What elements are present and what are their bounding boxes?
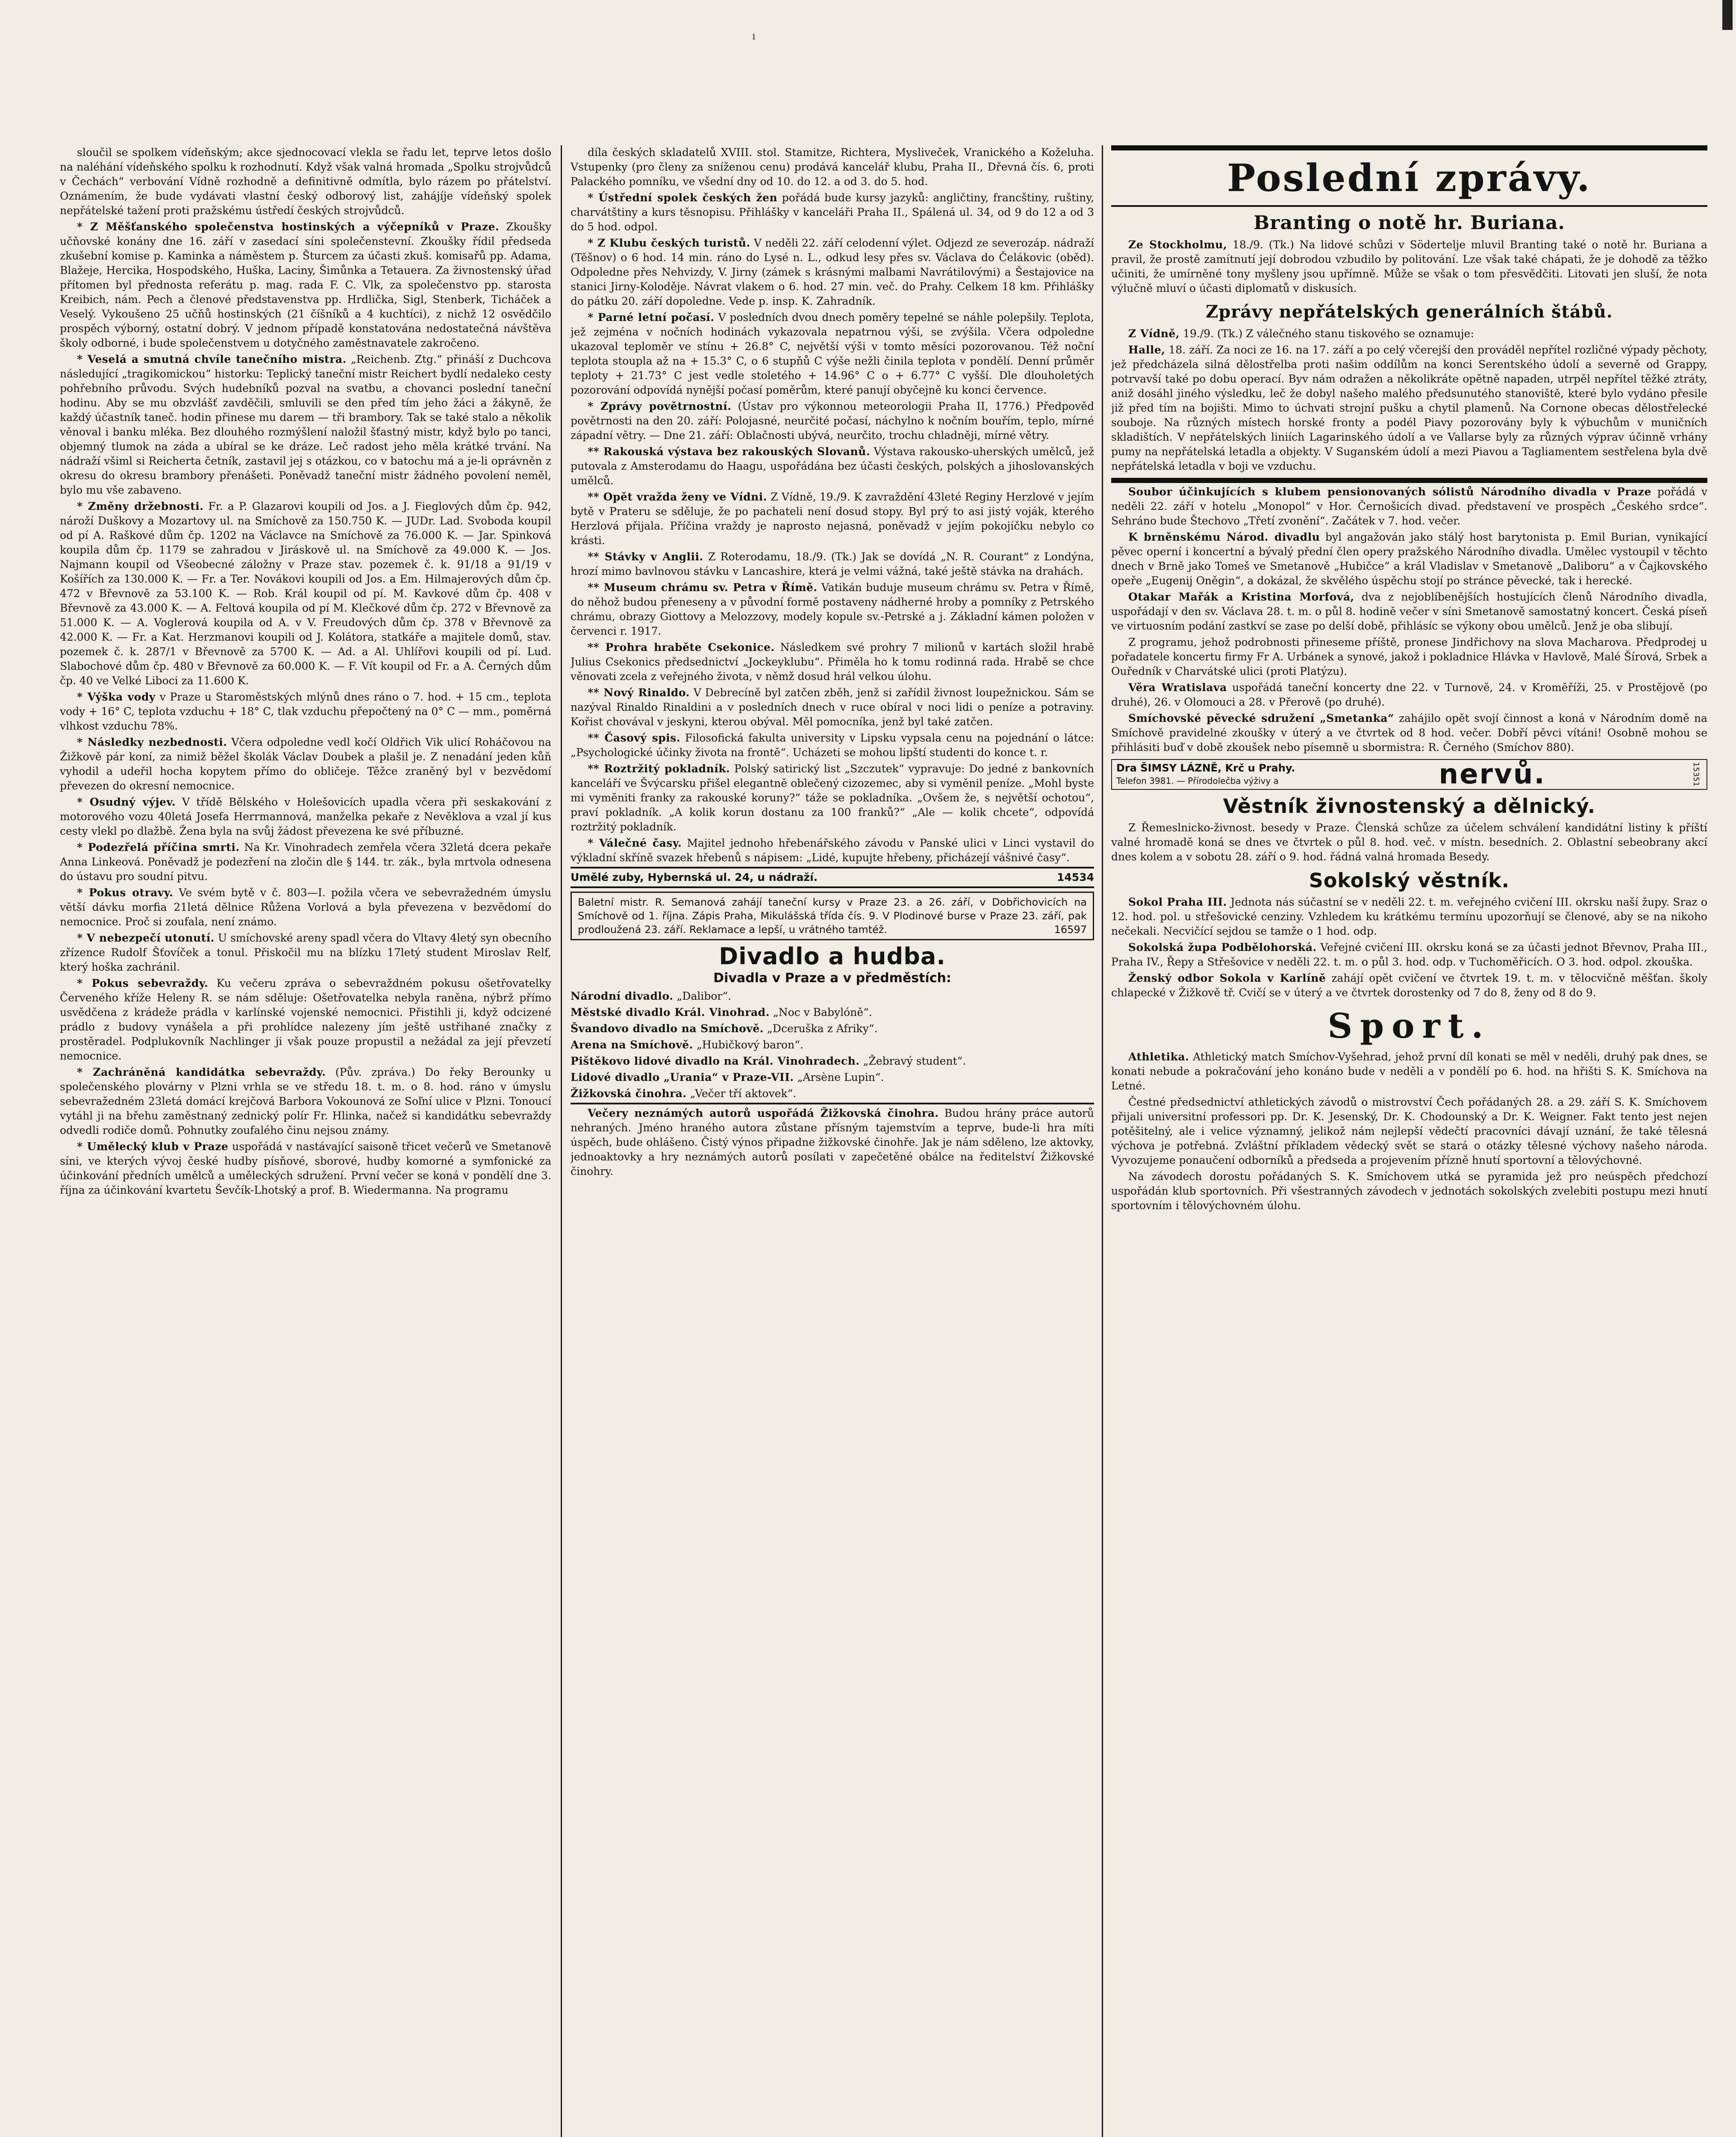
item-head: Sokol Praha III. xyxy=(1128,896,1227,908)
news-item-head: ** Rakouská výstava bez rakouských Slovanů. xyxy=(588,445,871,458)
news-item xyxy=(60,840,551,884)
paragraph-text: Jednota nás súčastní se v neděli 22. t. m. veřejného cvičení III. okrsku naší župy. Sraz o 12. hod. pol. u střešovické cenziny. Vzhledem ku krátkému termínu upozorňují se členové, aby se na nikoho nečekali. Necvičící sejdou se tamže o 1 hod. odp. xyxy=(1111,896,1707,937)
ad-dentures-text: Umělé zuby, Hybernská ul. 24, u nádraží. xyxy=(571,871,818,883)
news-item-text: V třídě Bělského v Holešovicích upadla včera při seskakování z motorového vozu 40letá Josefa Herrmannová, manželka pekaře z Nevěklova a vzal jí kus cesty vlekl po dlažbě. Žena byla na svůj žádost převezena ke své příbuzné. xyxy=(60,796,551,837)
ad-spa-code: 15351 xyxy=(1692,762,1701,787)
ad-dentures-code: 14534 xyxy=(1057,871,1094,883)
news-item xyxy=(60,976,551,1063)
column-2-news xyxy=(571,145,1094,865)
edge-mark-top xyxy=(1722,0,1733,30)
paragraph-text: 19./9. (Tk.) Z válečného stanu tiskového se oznamuje: xyxy=(1183,327,1474,340)
staff-reports-headline: Zprávy nepřátelských generálních štábů. xyxy=(1206,302,1613,322)
news-item xyxy=(60,886,551,929)
news-item xyxy=(60,795,551,839)
theatre-listing xyxy=(571,1021,1094,1036)
news-item-head: * Výška vody xyxy=(77,691,156,703)
news-item-head: * Umělecký klub v Praze xyxy=(77,1140,229,1153)
news-item-text: Ku večeru zpráva o sebevraždném pokusu ošetřovatelky Červeného kříže Heleny R. se nám sděluje: Ošetřovatelka nebyla raněna, nýbrž přímo usvědčena z krádeže prádla v karlínské vojenské nemocnici. Přistihli ji, když odcizené prádlo z budovy vynášela a při prohlídce nalezeny jím ještě ustřihané značky z prostěradel. Podplukovník Nachlinger ji však pouze propustil a nežádal za její převzetí nemocnice. xyxy=(60,977,551,1062)
theatre-play: „Arsène Lupin“. xyxy=(797,1071,884,1083)
paragraph-text: Athletický match Smíchov-Vyšehrad, jehož první díl konati se měl v neděli, druhý pak dnes, se konati nebude a pokračování jeho konáno bude v neděli a v pondělí po 6. hod. na hřišti S. K. Smíchova na Letné. xyxy=(1111,1051,1707,1092)
news-item-head: * Válečné časy. xyxy=(588,837,682,849)
theatre-play: „Dceruška z Afriky“. xyxy=(767,1022,878,1035)
column-1 xyxy=(60,145,551,2137)
ad-dance-courses xyxy=(571,892,1094,940)
column-3 xyxy=(1111,145,1707,2137)
theatre-listing xyxy=(571,989,1094,1004)
theatre-venue: Švandovo divadlo na Smíchově. xyxy=(571,1022,764,1035)
item-head: Otakar Mařák a Kristina Morfová, xyxy=(1128,591,1354,603)
news-item xyxy=(60,220,551,350)
ad-spa-big-word: nervů. xyxy=(1439,759,1546,790)
page-stamp: ı xyxy=(752,30,756,42)
news-item-head: * Z Měšťanského společenstva hostinských a výčepníků v Praze. xyxy=(77,221,500,233)
paragraph-text: pořádá v neděli 22. září v hotelu „Monopol“ v Hor. Černošicích divad. představení ve prospěch „Českého srdce“. Sehráno bude Štechovo „Třetí zvonění“. Začátek v 7. hod. večer. xyxy=(1111,486,1707,527)
news-item-text: U smíchovské areny spadl včera do Vltavy 4letý syn obecního zřízence Rudolf Šťovíček a tonul. Přiskočil mu na blízku 17letý student Miroslav Relf, který hoška zachránil. xyxy=(60,932,551,973)
theatre-play: „Noc v Babylóně“. xyxy=(773,1006,872,1018)
news-item-head: ** Roztržitý pokladník. xyxy=(588,762,730,775)
news-item-text: Filosofická fakulta university v Lipsku vypsala cenu na pojednání o látce: „Psychologické účinky života na frontě“. Ucházeti se mohou lipští studenti do konce t. r. xyxy=(571,732,1094,759)
item-head: Věra Wratislava xyxy=(1128,681,1227,694)
news-item xyxy=(571,731,1094,760)
news-item-text: Zkoušky učňovské konány dne 16. září v zasedací síni společenstevní. Zkoušky řídil předseda zkušební komise p. Kaminka a náměstem p. Šturcem za účasti zkuš. komisařů pp. Adama, Blažeje, Hercika, Hospodského, Huška, Laciny, Šimůnka a Tetauera. Za živnostenský úřad přítomen byl přednosta referátu p. mag. rada F. C. Vlk, za společenstvo pp. starosta Kreibich, nám. Pech a členové představenstva pp. Hrdlička, Sigl, Stenberk, Ticháček a Veselý. Vykoušeno 25 učňů hostinských (21 číšníků a 4 kuchtíci), z nichž 12 osvědčilo prospěch výborný, ostatní dobrý. V jednom případě konstatována nedostatečná návštěva školy odborné, i bude společenstvem u dotyčného zaměstnavatele zakročeno. xyxy=(60,221,551,349)
theatre-heading: Divadlo a hudba. xyxy=(719,943,946,970)
news-item-text: pořádá bude kursy jazyků: angličtiny, francštiny, ruštiny, charvátštiny a kurs těsnopisu. Přihlášky v kanceláři Praha II., Spálená ul. 34, od 9 do 12 a od 3 do 5 hod. odpol. xyxy=(571,191,1094,233)
ensemble-text xyxy=(1111,485,1707,528)
item-head: Soubor účinkujících s klubem pensionovaných sólistů Národního divadla v Praze xyxy=(1128,486,1651,498)
news-item-head: * Následky nezbednosti. xyxy=(77,736,227,748)
halle-text xyxy=(1111,343,1707,474)
latest-news-title: Poslední zprávy. xyxy=(1227,156,1592,200)
ad-dentures xyxy=(571,870,1094,885)
news-item-head: * Zprávy povětrnostní. xyxy=(588,400,732,412)
theatre-listing xyxy=(571,1005,1094,1020)
divider-bar xyxy=(1111,478,1707,483)
item-head: Athletika. xyxy=(1128,1051,1189,1063)
news-item-text: Z Vídně, 19./9. K zavraždění 43leté Reginy Herzlové v jejím bytě v Prateru se sděluje, že po pachateli není dosud stopy. Byl prý to asi jistý voják, kterého Herzlová přijala. Příčina vraždy je naprosto nejasná, poněvadž v jejím pokojíčku nebylo co krásti. xyxy=(571,491,1094,547)
news-item-text: Vatikán buduje museum chrámu sv. Petra v Římě, do něhož budou přeneseny a v původní formě postaveny nádherné hroby a pomníky z Petrského chrámu, obrazy Giottovy a Melozzovy, modely kopule sv.-Petrské a j. Základní kámen položen v červenci r. 1917. xyxy=(571,581,1094,637)
news-item-head: ** Museum chrámu sv. Petra v Římě. xyxy=(588,581,818,594)
news-item-head: * V nebezpečí utonutí. xyxy=(77,932,215,944)
news-item-text: Fr. a P. Glazarovi koupili od Jos. a J. Fieglových dům čp. 942, nároží Duškovy a Mozartovy ul. na Smíchově za 150.750 K. — JUDr. Lad. Svoboda koupil od pí A. Raškové dům čp. 1202 na Václavce na Smíchově za 76.000 K. — Jar. Spinková koupila dům čp. 1179 se zahradou v Jiráskově ul. na Smíchově za 49.000 K. — Jos. Najmann koupil od Všeobecné záložny v Praze stav. pozemek č. k. 91/18 a 91/19 v Košířích za 130.000 K. — Fr. a Ter. Novákovi koupili od Jos. a Em. Hilmajerových dům čp. 472 v Břevnově za 53.100 K. — Rob. Král koupil od pí. M. Kavkové dům čp. 408 v Břevnově za 43.000 K. — A. Feltová koupila od pí M. Klečkové dům čp. 272 v Břevnově za 51.000 K. — A. Voglerová koupila od A. v V. Freudových dům čp. 378 v Břevnově za 42.000 K. — Fr. a Kat. Herzmanovi koupili od J. Kolátora, statkáře a majitele domů, stav. pozemek č. k. 287/1 v Břevnově za 5700 K. — Ad. a Al. Uhlířovi koupili od pí. Lud. Slabochové dům čp. 480 v Břevnově za 60.000 K. — F. Vít koupil od Fr. a A. Černých dům čp. 40 ve Velké Liboci za 11.600 K. xyxy=(60,500,551,687)
item-head: Smíchovské pěvecké sdružení „Smetanka“ xyxy=(1128,712,1395,724)
theatre-venue: Národní divadlo. xyxy=(571,990,674,1002)
news-item xyxy=(571,236,1094,309)
news-item xyxy=(571,640,1094,684)
news-item-head: ** Nový Rinaldo. xyxy=(588,686,690,699)
news-item-head: ** Opět vražda ženy ve Vídni. xyxy=(588,491,767,503)
dateline: Z Vídně, xyxy=(1128,327,1180,340)
news-item xyxy=(60,931,551,974)
athletics-youth-text: Na závodech dorostu pořádaných S. K. Smíchovem utká se pyramida jež pro neúspěch předchozí uspořádán klub sportovních. Při všestranných závodech v jednotách sokolských zvelebiti postupu mezi hnutí sportovním i tělovýchovném úlohu. xyxy=(1111,1170,1707,1212)
news-item xyxy=(60,352,551,497)
news-item-head: * Parné letní počasí. xyxy=(588,311,715,324)
news-item-head: ** Stávky v Anglii. xyxy=(588,550,703,563)
sokol-bulletin-title: Sokolský věstník. xyxy=(1309,869,1510,892)
theatre-venue: Arena na Smíchově. xyxy=(571,1039,693,1051)
news-item xyxy=(571,490,1094,548)
theatre-note xyxy=(571,1106,1094,1179)
athletics-honor-text: Čestné předsednictví athletických závodů o mistrovství Čech pořádaných 28. a 29. září S. K. Smíchovem přijali universitní professori pp. Dr. K. Jesenský, Dr. K. Chodounský a Dr. K. Weigner. Fakt tento jest nejen potěšitelný, ale i velice významný, jelikož nám nejlepší vědečtí pracovníci dávají uznání, že také tělesná výchova je potřebná. Zvláštní příkladem vědecký svět se stará o otázky tělesné výchovy našeho národa. Vyvozujeme ponaučení odborníků a předseda a projevením přízně hnutí sportovní a tělovýchovné. xyxy=(1111,1096,1707,1166)
dateline: Ze Stockholmu, xyxy=(1128,238,1227,251)
news-item-text: Následkem své prohry 7 milionů v kartách složil hrabě Julius Csekonics předsednictví „Jockeyklubu“. Přiměla ho k tomu rodinná rada. Hrabě se chce věnovati zcela z veřejného života, v němž dosud hrál velkou úlohu. xyxy=(571,641,1094,683)
news-item xyxy=(60,499,551,688)
paragraph-text: Veřejné cvičení III. okrsku koná se za účasti jednot Břevnov, Praha III., Praha IV., Řepy a Střešovice v neděli 22. t. m. o půl 3. hod. odp. v Tuchoměřicích. O 3. hod. odpol. zkouška. xyxy=(1111,941,1707,968)
program-text: Z programu, jehož podrobnosti přineseme příště, pronese Jindřichovy na slova Macharova. Předprodej u pořadatele koncertu firmy Fr A. Urbánek a synové, jakož i pokladnice Hlávka v Havlově, Malé Šírová, Srbek a Ouředník v Charvátské ulici (proti Platýzu). xyxy=(1111,636,1707,677)
news-item-text: Ve svém bytě v č. 803—I. požila včera ve sebevražedném úmyslu větší dávku morfia 21letá dělnice Růžena Vorlová a byla převezena v bezvědomí do nemocnice. Proč si zoufala, není známo. xyxy=(60,886,551,928)
column-rule-2 xyxy=(1102,145,1103,2137)
theatre-note-text: Budou hrány práce autorů nehraných. Jméno hraného autora zůstane přísným tajemstvím a teprve, bude-li hra míti úspěch, bude ohlášeno. Čistý výnos připadne žižkovské činohře. Jak je nám sděleno, lze aktovky, jednoaktovky a hry neznámých autorů posílati v zapečetěné obálce na ředitelství Žižkovské činohry. xyxy=(571,1107,1094,1177)
news-item-head: * Z Klubu českých turistů. xyxy=(588,237,750,249)
news-item-text: v Praze u Staroměstských mlýnů dnes ráno o 7. hod. + 15 cm., teplota vody + 16° C, teplota vzduchu + 18° C, tlak vzduchu přepočtený na 0° C — mm., poměrná vlhkost vzduchu 78%. xyxy=(60,691,551,732)
news-item-text: Polský satirický list „Szczutek“ vypravuje: Do jedné z bankovních kanceláří ve Švýcarsku přišel elegantně oblečený cizozemec, aby si vyměnil peníze. „Mohl byste mi vyměniti franky za rakouské koruny?“ táže se pokladníka. „Ovšem že, s největší ochotou“, praví pokladník. „A kolik korun dostanu za 100 franků?“ „Ale — kolik chcete“, odpovídá roztržitý pokladník. xyxy=(571,762,1094,833)
news-item xyxy=(571,762,1094,834)
sport-title: Sport. xyxy=(1327,1006,1491,1046)
paragraph-text: dva z nejoblíbenějších hostujících členů Národního divadla, uspořádají v den sv. Václava 28. t. m. o půl 8. hodině večer v síni Smetanově samostatný koncert. Česká píseň ve virtuosním podání zastkví se zase po delší době, přihlásíc se výkony obou umělců. Jenž je oba slibují. xyxy=(1111,591,1707,632)
news-item xyxy=(571,836,1094,865)
news-item-head: ** Časový spis. xyxy=(588,732,680,744)
news-item xyxy=(60,1065,551,1138)
news-item xyxy=(571,399,1094,443)
theatre-venue: Žižkovská činohra. xyxy=(571,1087,687,1100)
paragraph-text: zahájilo opět svojí činnost a koná v Národním domě na Smíchově pravidelné zkoušky v úterý a ve čtvrtek od 8 hod. večer. Dobří pěvci vítáni! Osobně mohou se přihlásiti buď v době zkoušek nebo písemně u sbormistra: R. Černého (Smíchov 880). xyxy=(1111,712,1707,754)
theatre-venue: Městské divadlo Král. Vinohrad. xyxy=(571,1006,770,1018)
news-item xyxy=(60,735,551,793)
divider xyxy=(571,867,1094,868)
news-item-text: Majitel jednoho hřebenářského závodu v Panské ulici v Linci vystavil do výkladní skříně svazek hřebenů s nápisem: „Lidé, kupujte hřebeny, přicházejí vášnivé časy“. xyxy=(571,837,1094,864)
news-item-text: Z Roterodamu, 18./9. (Tk.) Jak se dovídá „N. R. Courant“ z Londýna, hrozí mimo bavlnovou stávku v Lancashire, která je velmi vážná, také ještě stávka na drahách. xyxy=(571,550,1094,577)
theatre-play: „Dalibor“. xyxy=(677,990,731,1002)
news-item-text: V Debrecíně byl zatčen zběh, jenž si zařídil živnost loupežnickou. Sám se nazýval Rinaldo Rinaldini a v posledních dnech v ruce obíral v noci lidi o peníze a potraviny. Kořist chovával v jeskyni, kterou obýval. Měl pomocníka, jenž byl také zatčen. xyxy=(571,686,1094,728)
news-item-text: (Pův. zpráva.) Do řeky Berounky u společenského plovárny v Plzni vrhla se ve středu 18. t. m. o 8. hod. ráno v úmyslu sebevražedném 23letá domácí krejčová Barbora Vokounová ze Soľní ulice v Plzni. Tonoucí vytáhl ji na břehu zaměstnaný zednický polír Fr. Hlinka, načež si kandidátku sebevraždy odvedli rodiče domů. Pohnutky zoufalého činu nejsou známy. xyxy=(60,1066,551,1136)
ad-spa-nerves xyxy=(1111,759,1707,790)
dance-concerts-text xyxy=(1111,680,1707,709)
theatre-list xyxy=(571,989,1094,1101)
theatre-note-head: Večery neznámých autorů uspořádá Žižkovská činohra. xyxy=(588,1107,939,1119)
news-item xyxy=(60,690,551,733)
news-item-head: * Ústřední spolek českých žen xyxy=(588,191,778,204)
top-bar xyxy=(1111,145,1707,150)
branting-headline: Branting o notě hr. Buriana. xyxy=(1253,212,1565,234)
ad-dance-code: 16597 xyxy=(1054,924,1087,936)
news-item-text: díla českých skladatelů XVIII. stol. Stamitze, Richtera, Mysliveček, Vranického a Koželuha. Vstupenky (pro členy za sníženou cenu) prodává kancelář klubu, Praha II., Dřevná čís. 6, proti Palackého pomníku, ve všední dny od 10. do 12. a od 3. do 5. hod. xyxy=(571,146,1094,188)
news-item-text: uspořádá v nastávající saisoně třicet večerů ve Smetanově síni, ve kterých vývoj české hudby písňové, sborové, hudby komorné a symfonické za účinkování předních umělců a uměleckých sdružení. První večer se koná v pondělí dne 3. října za účinkování kvartetu Ševčík-Lhotský a prof. B. Wiedermanna. Na programu xyxy=(60,1140,551,1196)
news-item xyxy=(60,1139,551,1198)
news-item-head: * Změny držebnosti. xyxy=(77,500,204,512)
news-item-head: ** Prohra hraběte Csekonice. xyxy=(588,641,775,653)
news-item-text: V posledních dvou dnech poměry tepelné se náhle polepšily. Teplota, jež zejména v nočních hodinách vykazovala nepatrnou výši, se zvýšila. Včera odpoledne ukazoval teploměr ve stínu + 26.8° C, největší výši v tomto měsíci pozorovanou. Též noční teplota stoupla až na + 15.3° C, o 6 stupňů C výše nežli činila teplota v pondělí. Denní průměr teploty + 21.73° C jest vedle stoletého + 14.96° C o + 6.77° C vyšší. Dle dlouholetých pozorování odpovídá nynější počasí poměrům, které panují obyčejně ku konci července. xyxy=(571,311,1094,396)
news-item-head: * Osudný výjev. xyxy=(77,796,176,808)
theatre-play: „Večer tří aktovek“. xyxy=(690,1087,797,1100)
theatre-play: „Žebravý student“. xyxy=(863,1055,966,1067)
theatre-venue: Pištěkovo lidové divadlo na Král. Vinohradech. xyxy=(571,1055,860,1067)
news-item xyxy=(571,191,1094,234)
item-head: Ženský odbor Sokola v Karlíně xyxy=(1128,972,1326,984)
concert-text xyxy=(1111,590,1707,633)
theatre-subheading: Divadla v Praze a v předměstích: xyxy=(713,971,951,986)
column-2 xyxy=(571,145,1094,2137)
sokol-praha-text xyxy=(1111,895,1707,939)
theatre-listing xyxy=(571,1070,1094,1085)
theatre-listing xyxy=(571,1038,1094,1052)
news-item-head: * Veselá a smutná chvíle tanečního mistra. xyxy=(77,353,347,365)
news-item-text: sloučil se spolkem vídeňským; akce sjednocovací vlekla se řadu let, teprve letos došlo na naléhání vídeňského spolku k rozhodnutí. Když však valná hromada „Spolku strojvůdců v Čechách“ verbování Vídně rozhodně a definitivně odmítla, bylo rázem po přátelství. Oznámením, že bude vydávati vlastní český odborový list, zahájíje vídeňský spolek nepřátelské tažení proti pražskému ústředí českých strojvůdců. xyxy=(60,146,551,217)
paragraph-text: zahájí opět cvičení ve čtvrtek 19. t. m. v tělocvičně měšťan. školy chlapecké v Žižkově tř. Cvičí se v úterý a ve čtvrtek dorostenky od 7 do 8, ženy od 8 do 9. xyxy=(1111,972,1707,999)
item-head: Sokolská župa Podbělohorská. xyxy=(1128,941,1317,954)
ad-dance-text: Baletní mistr. R. Semanová zahájí taneční kursy v Praze 23. a 26. září, v Dobřichovicích na Smíchově od 1. října. Zápis Praha, Mikulášská třída čís. 9. V Plodinové burse v Praze 23. září, pak prodloužená 23. září. Reklamace a lepší, u vrátného tamtéž. xyxy=(578,896,1087,936)
news-item-head: * Zachráněná kandidátka sebevraždy. xyxy=(77,1066,326,1078)
theatre-listing xyxy=(571,1054,1094,1068)
news-item xyxy=(571,444,1094,488)
trade-text: Z Řemeslnicko-živnost. besedy v Praze. Členská schůze za účelem schválení kandidátní listiny k příští valné hromadě koná se dnes ve čtvrtek o půl 8. hod. več. v místn. besedních. 2. Oblastní sebeobrany akcí dnes kolem a v sobotu 28. září o 9. hod. řádná valná hromada Besedy. xyxy=(1111,821,1707,863)
ad-spa-text xyxy=(1116,762,1295,787)
news-item-head: * Pokus otravy. xyxy=(77,886,174,899)
news-item xyxy=(571,580,1094,639)
vienna-text xyxy=(1111,327,1707,341)
divider xyxy=(571,886,1094,888)
brno-theatre-text xyxy=(1111,530,1707,588)
news-item xyxy=(571,310,1094,397)
news-item-text: Výstava rakousko-uherských umělců, jež putovala z Amsterodamu do Haagu, uspořádána bez účasti českých, polských a jihoslovanských umělců. xyxy=(571,445,1094,487)
paragraph-text: byl angažován jako stálý host barytonista p. Emil Burian, vynikající pěvec operní i koncertní a bývalý přední člen opery pražského Národního divadla. Umělec vystoupil v těchto dnech v Brně jako Tomeš ve Smetanově „Hubičce“ a král Vladislav v Smetanově „Daliboru“ a v Čajkovského opeře „Eugenij Oněgin“, a dokázal, že skvělého úspěchu stojí po stránce pěvecké, tak i herecké. xyxy=(1111,531,1707,587)
divider xyxy=(571,1103,1094,1104)
ad-spa-phone: Telefon 3981. — Přírodolečba výživy a xyxy=(1116,776,1279,786)
branting-text xyxy=(1111,238,1707,296)
news-item-text: V neděli 22. září celodenní výlet. Odjezd ze severozáp. nádraží (Těšnov) o 6 hod. 14 min. ráno do Lysé n. L., odkud lesy přes sv. Václava do Čelákovic (oběd). Odpoledne přes Nehvizdy, V. Jirny (zámek s krásnými malbami Navrátilovými) a Šestajovice na stanici Jirny-Koloděje. Návrat vlakem o 6. hod. 27 min. več. do Prahy. Celkem 18 km. Přihlášky do pátku 20. září dopoledne. Vede p. insp. K. Zahradník. xyxy=(571,237,1094,307)
news-item-head: * Pokus sebevraždy. xyxy=(77,977,209,989)
news-item xyxy=(571,550,1094,579)
ad-spa-name: Dra ŠIMSY LÁZNĚ, Krč u Prahy. xyxy=(1116,762,1295,774)
column-rule-1 xyxy=(561,145,562,2137)
paragraph-text: 18. září. Za noci ze 16. na 17. září a po celý včerejší den prováděl nepřítel rozličné výpady pěchoty, jež předcházela silná dělostřelba proti našim oddílům na konci Serentského údolí a severně od Grappy, potrvavší také po dobu operací. Byv nám odražen a několikráte opětně napaden, utrpěl nepřítel těžké ztráty, aniž dosáhl jiného výsledku, leč že dobyl našeho malého předsunutého stanoviště, které bylo vydáno přesile již před tím na bojišti. Mimo to úchvati strojní pušku a chytil plamenů. Na Cornone obecas dělostřelecké souboje. Na různých místech horské fronty a podél Piavy pozorovány byly k výbuchům v muničních skladištích. V nepřátelských liniích Lagarinského údolí a ve Vallarse byly za různých výprav účinně vrhány pumy na nepřátelská letadla a objekty. V Suganském údolí a mezi Piavou a Tagliamentem sestřelena byla dvě nepřátelská letadla v boji ve vzduchu. xyxy=(1111,344,1707,472)
news-item xyxy=(60,145,551,218)
paragraph-text: 18./9. (Tk.) Na lidové schůzi v Södertelje mluvil Branting také o notě hr. Buriana a pravil, že prostě zamítnutí její dobrodou vzbudilo by politování. Lze však také chápati, že je dohodě za těžko učiniti, že umírněné tony myšleny jsou upřímně. Může se však o tom přesvědčiti. Litovati jen sluší, že nota výlučně mluví o účasti diplomatů v diskusích. xyxy=(1111,238,1707,294)
theatre-listing xyxy=(571,1086,1094,1101)
news-item-text: Včera odpoledne vedl kočí Oldřich Vik ulicí Roháčovou na Žižkově pár koní, za nimiž běžel školák Václav Doubek a plašil je. Z nenadání jeden kůň vyhodil a udeřil hocha kopytem přímo do obličeje. Těžce zraněný byl v bezvědomí převezen do okresní nemocnice. xyxy=(60,736,551,792)
news-item-text: Na Kr. Vinohradech zemřela včera 32letá dcera pekaře Anna Linkeová. Poněvadž je podezření na zločin dle § 144. tr. zák., byla mrtvola odnesena do ústavu pro soudní pitvu. xyxy=(60,841,551,883)
news-item-text: „Reichenb. Ztg.“ přináší z Duchcova následující „tragikomickou“ historku: Teplický taneční mistr Reichert bydlí nedaleko cesty pohřebního průvodu. Svých hudebníků pozval na svatbu, a chovanci poslední taneční hodinu. Aby se mu obzvlášť zavděčili, smluvili se den před tím jeho žáci a žákyně, že každý účastník taneč. hodin přinese mu darem — tři brambory. Tak se také stalo a několik věnoval i banku mléka. Bez dlouhého rozmýšlení naložil šťastný mistr, když bylo po tanci, objemný tlumok na záda a ubíral se ke dráze. Leč radost jeho měla krátké trvání. Na nádraží všiml si Reicherta četník, zastavil jej s otázkou, co v batochu má a je-li oprávněn z okresu do okresu brambory přenášeti. Poněvadž taneční mistr žádného povolení neměl, bylo mu vše zabaveno. xyxy=(60,353,551,496)
sokol-zupa-text xyxy=(1111,940,1707,969)
choir-text xyxy=(1111,711,1707,755)
news-item xyxy=(571,145,1094,189)
news-item-text: (Ústav pro výkonnou meteorologii Praha II, 1776.) Předpověď povětrnosti na den 20. září: Polojasné, neurčité počasí, náchylno k nočním bouřím, teplo, mírné západní větry. — Dne 21. září: Oblačnosti ubývá, neurčito, trochu chladněji, mírné větry. xyxy=(571,400,1094,442)
trade-bulletin-title: Věstník živnostenský a dělnický. xyxy=(1223,795,1596,818)
paragraph-text: uspořádá taneční koncerty dne 22. v Turnově, 24. v Kroměříži, 25. v Prostějově (po druhé), 26. v Olomouci a 28. v Přerově (po druhé). xyxy=(1111,681,1707,708)
athletics-text xyxy=(1111,1050,1707,1093)
sokol-women-text xyxy=(1111,971,1707,1000)
news-item xyxy=(571,686,1094,729)
news-item-head: * Podezřelá příčina smrti. xyxy=(77,841,240,854)
dateline: Halle, xyxy=(1128,344,1165,356)
theatre-play: „Hubičkový baron“. xyxy=(696,1039,803,1051)
divider xyxy=(1111,205,1707,207)
theatre-venue: Lidové divadlo „Urania“ v Praze-VII. xyxy=(571,1071,794,1083)
item-head: K brněnskému Národ. divadlu xyxy=(1128,531,1320,543)
